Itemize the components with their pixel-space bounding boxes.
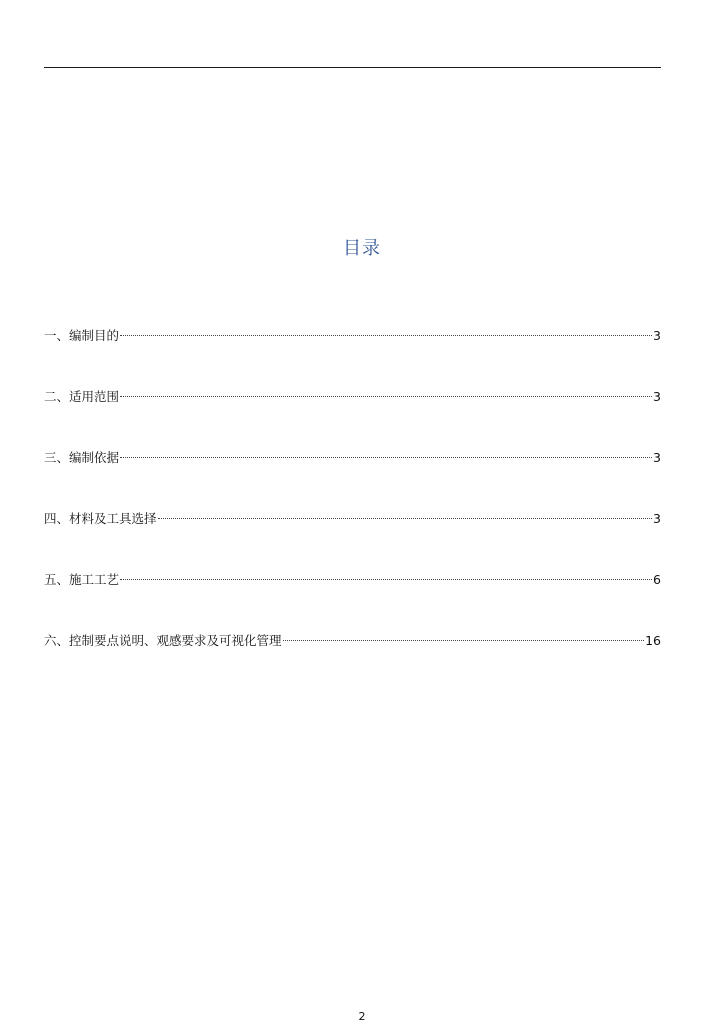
toc-entry-2[interactable] <box>44 386 661 447</box>
toc-entry-label: 一、编制目的 <box>44 328 120 343</box>
toc-title: 目录 <box>343 238 381 259</box>
toc-list <box>44 325 661 691</box>
toc-entry-page: 3 <box>653 511 661 526</box>
toc-entry-1[interactable] <box>44 325 661 386</box>
toc-entry-page: 6 <box>653 572 661 587</box>
toc-entry-4[interactable] <box>44 508 661 569</box>
toc-entry-label: 五、施工工艺 <box>44 572 120 587</box>
dot-leader <box>120 335 652 336</box>
toc-entry-page: 3 <box>653 328 661 343</box>
toc-entry-label: 三、编制依据 <box>44 450 120 465</box>
page-number: 2 <box>358 1010 366 1023</box>
toc-entry-6[interactable] <box>44 630 661 691</box>
dot-leader <box>120 579 652 580</box>
toc-entry-page: 3 <box>653 389 661 404</box>
header-rule <box>44 67 661 68</box>
toc-entry-page: 16 <box>645 633 661 648</box>
toc-entry-3[interactable] <box>44 447 661 508</box>
toc-entry-page: 3 <box>653 450 661 465</box>
dot-leader <box>158 518 653 519</box>
dot-leader <box>120 457 652 458</box>
dot-leader <box>120 396 652 397</box>
toc-entry-label: 四、材料及工具选择 <box>44 511 157 526</box>
toc-entry-label: 六、控制要点说明、观感要求及可视化管理 <box>44 633 282 648</box>
toc-entry-5[interactable] <box>44 569 661 630</box>
toc-entry-label: 二、适用范围 <box>44 389 120 404</box>
dot-leader <box>283 640 645 641</box>
